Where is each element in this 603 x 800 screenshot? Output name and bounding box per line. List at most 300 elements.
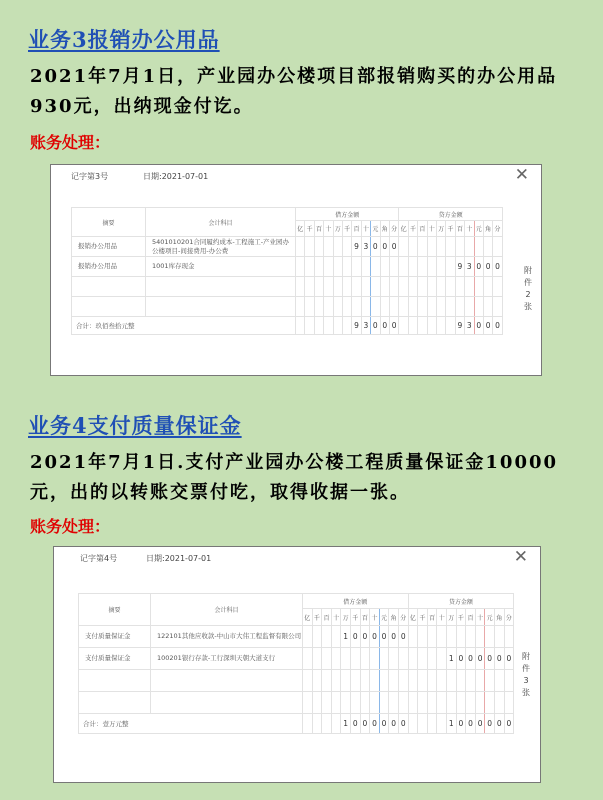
digit-unit-header: 万 [447,609,457,626]
amount-digit [341,648,351,670]
amount-digit: 0 [494,714,504,734]
attachment-count [522,265,534,313]
amount-digit [342,257,351,277]
amount-digit [437,626,447,648]
amount-digit [466,692,476,714]
digit-unit-header: 十 [331,609,341,626]
amount-digit [350,648,360,670]
digit-unit-header: 千 [446,221,455,237]
digit-unit-header: 万 [341,609,351,626]
digit-unit-header: 亿 [408,609,418,626]
amount-digit [350,670,360,692]
amount-digit [465,277,474,297]
amount-digit [322,670,332,692]
digit-unit-header: 角 [380,221,389,237]
amount-digit: 0 [494,648,504,670]
amount-digit [427,714,437,734]
amount-digit [456,626,466,648]
digit-unit-header: 百 [466,609,476,626]
accounting-label: 账务处理： [30,133,111,152]
section-description: 2021年7月1日，产业园办公楼项目部报销购买的办公用品930元，出纳现金付讫。 [30,66,558,117]
digit-unit-header: 亿 [303,609,313,626]
digit-unit-header: 角 [494,609,504,626]
digit-unit-header: 十 [324,221,333,237]
amount-digit [361,277,370,297]
amount-digit [437,648,447,670]
amount-digit [303,714,313,734]
amount-digit: 0 [474,317,483,335]
amount-digit: 0 [380,317,389,335]
amount-digit [314,257,323,277]
credit-header: 贷方金额 [399,208,502,221]
voucher-panel [50,164,542,376]
amount-digit [389,692,399,714]
amount-digit [342,297,351,317]
amount-digit [342,237,351,257]
amount-digit [360,670,370,692]
amount-digit [483,297,492,317]
amount-digit [389,297,398,317]
attachment-char: 件 [524,278,532,287]
amount-digit [504,626,514,648]
amount-digit [408,277,417,297]
amount-digit [370,648,380,670]
amount-digit [303,692,313,714]
entry-summary: 支付质量保证金 [79,626,151,648]
amount-digit [437,714,447,734]
amount-digit: 0 [370,626,380,648]
accounting-label: 账务处理： [30,517,111,536]
amount-digit [361,297,370,317]
credit-header: 贷方金额 [408,594,514,609]
entry-account: 1001库存现金 [146,257,296,277]
amount-digit [485,692,495,714]
total-row [72,317,503,335]
amount-digit: 0 [466,714,476,734]
amount-digit: 0 [483,317,492,335]
attachment-char: 件 [522,664,530,673]
amount-digit [305,317,314,335]
digit-unit-header: 千 [408,221,417,237]
amount-digit [331,714,341,734]
digit-unit-header: 分 [493,221,502,237]
account-header: 会计科目 [146,208,296,237]
amount-digit [398,648,408,670]
amount-digit [331,692,341,714]
amount-digit [360,692,370,714]
amount-digit: 0 [485,648,495,670]
amount-digit [399,237,408,257]
amount-digit [296,297,305,317]
amount-digit [350,692,360,714]
table-row [79,626,514,648]
amount-digit [436,317,445,335]
digit-unit-header: 十 [427,221,436,237]
amount-digit: 1 [447,648,457,670]
amount-digit [312,670,322,692]
amount-digit: 3 [465,257,474,277]
section-title: 业务3报销办公用品 [28,27,220,52]
amount-digit [465,237,474,257]
amount-digit [474,237,483,257]
amount-digit [333,237,342,257]
amount-digit [361,257,370,277]
entry-account: 122101其他应收款-中山市大伟工程监督有限公司 [151,626,303,648]
amount-digit [322,692,332,714]
amount-digit [379,648,389,670]
amount-digit [474,277,483,297]
amount-digit: 0 [485,714,495,734]
amount-digit [303,648,313,670]
attachment-char: 附 [522,652,530,661]
amount-digit [447,692,457,714]
amount-digit: 0 [379,714,389,734]
entry-summary [72,277,146,297]
amount-digit [418,317,427,335]
voucher-table [78,593,514,734]
amount-digit: 1 [447,714,457,734]
debit-header: 借方金额 [296,208,399,221]
amount-digit [324,257,333,277]
amount-digit [324,277,333,297]
amount-digit: 0 [475,714,485,734]
amount-digit [483,237,492,257]
digit-unit-header: 百 [427,609,437,626]
amount-digit [436,277,445,297]
digit-unit-header: 千 [312,609,322,626]
amount-digit [436,237,445,257]
amount-digit [399,297,408,317]
attachment-char: 张 [524,302,532,311]
amount-digit [389,257,398,277]
amount-digit [408,237,417,257]
summary-header: 摘要 [72,208,146,237]
amount-digit [408,257,417,277]
amount-digit: 0 [456,714,466,734]
amount-digit: 9 [455,317,464,335]
amount-digit [312,648,322,670]
amount-digit: 0 [371,317,380,335]
amount-digit [398,670,408,692]
amount-digit [322,626,332,648]
amount-digit [427,648,437,670]
amount-digit: 3 [361,237,370,257]
amount-digit [360,648,370,670]
amount-digit [380,297,389,317]
digit-unit-header: 分 [504,609,514,626]
amount-digit [446,237,455,257]
amount-digit [303,626,313,648]
amount-digit [494,692,504,714]
digit-unit-header: 角 [483,221,492,237]
amount-digit [465,297,474,317]
close-icon[interactable]: ✕ [513,547,528,567]
amount-digit [504,670,514,692]
amount-digit [418,670,428,692]
amount-digit [418,257,427,277]
table-row [72,237,503,257]
amount-digit [427,317,436,335]
amount-digit [475,670,485,692]
amount-digit [436,257,445,277]
amount-digit: 0 [398,626,408,648]
digit-unit-header: 亿 [296,221,305,237]
summary-header: 摘要 [79,594,151,626]
amount-digit [380,277,389,297]
amount-digit [418,297,427,317]
attachment-char: 2 [525,290,531,299]
total-label: 合计：壹万元整 [79,714,303,734]
digit-unit-header: 千 [350,609,360,626]
amount-digit [333,277,342,297]
digit-unit-header: 十 [361,221,370,237]
amount-digit [314,317,323,335]
amount-digit: 1 [341,714,351,734]
amount-digit [456,692,466,714]
voucher-date: 日期:2021-07-01 [143,172,209,181]
amount-digit [371,277,380,297]
amount-digit [324,317,333,335]
entry-summary: 报销办公用品 [72,237,146,257]
account-header: 会计科目 [151,594,303,626]
digit-unit-header: 元 [474,221,483,237]
amount-digit [418,714,428,734]
amount-digit: 3 [465,317,474,335]
amount-digit [446,317,455,335]
table-row [79,648,514,670]
amount-digit [427,257,436,277]
amount-digit [380,257,389,277]
amount-digit: 3 [361,317,370,335]
amount-digit: 9 [352,237,361,257]
amount-digit [331,670,341,692]
amount-digit: 0 [389,626,399,648]
amount-digit: 0 [504,714,514,734]
digit-unit-header: 分 [398,609,408,626]
amount-digit [475,626,485,648]
entry-summary: 报销办公用品 [72,257,146,277]
voucher-panel [53,546,541,783]
amount-digit: 0 [475,648,485,670]
debit-header: 借方金额 [303,594,409,609]
amount-digit [455,237,464,257]
amount-digit [437,692,447,714]
amount-digit [296,277,305,297]
digit-unit-header: 十 [437,609,447,626]
amount-digit [427,692,437,714]
amount-digit [389,277,398,297]
digit-unit-header: 百 [455,221,464,237]
amount-digit [418,277,427,297]
amount-digit [312,714,322,734]
amount-digit [305,257,314,277]
amount-digit [447,626,457,648]
amount-digit: 0 [493,317,502,335]
amount-digit [427,237,436,257]
amount-digit [504,692,514,714]
amount-digit: 0 [371,237,380,257]
amount-digit [389,648,399,670]
amount-digit: 0 [493,257,502,277]
amount-digit: 0 [350,626,360,648]
amount-digit [456,670,466,692]
amount-digit [296,237,305,257]
amount-digit [494,670,504,692]
digit-unit-header: 分 [389,221,398,237]
table-row [79,670,514,692]
entry-account [151,692,303,714]
amount-digit [475,692,485,714]
amount-digit: 0 [456,648,466,670]
amount-digit [371,257,380,277]
amount-digit [333,317,342,335]
entry-summary: 支付质量保证金 [79,648,151,670]
amount-digit [370,670,380,692]
amount-digit [314,277,323,297]
amount-digit [322,714,332,734]
amount-digit [331,648,341,670]
amount-digit: 0 [360,626,370,648]
amount-digit [408,317,417,335]
amount-digit [398,692,408,714]
amount-digit [493,277,502,297]
digit-unit-header: 千 [418,609,428,626]
amount-digit [352,297,361,317]
amount-digit [485,626,495,648]
amount-digit: 0 [380,237,389,257]
amount-digit [493,237,502,257]
amount-digit [331,626,341,648]
amount-digit [399,277,408,297]
table-row [72,277,503,297]
amount-digit [408,648,418,670]
amount-digit [483,277,492,297]
digit-unit-header: 万 [333,221,342,237]
total-row [79,714,514,734]
amount-digit: 0 [370,714,380,734]
table-row [72,257,503,277]
digit-unit-header: 千 [305,221,314,237]
digit-unit-header: 角 [389,609,399,626]
amount-digit: 9 [455,257,464,277]
amount-digit: 0 [483,257,492,277]
amount-digit [408,692,418,714]
amount-digit [379,670,389,692]
amount-digit [312,692,322,714]
amount-digit [305,297,314,317]
amount-digit: 0 [379,626,389,648]
digit-unit-header: 千 [456,609,466,626]
amount-digit [352,257,361,277]
entry-summary [72,297,146,317]
amount-digit [303,670,313,692]
amount-digit: 0 [466,648,476,670]
amount-digit [314,237,323,257]
amount-digit [485,670,495,692]
entry-summary [79,670,151,692]
amount-digit [455,297,464,317]
amount-digit [305,277,314,297]
digit-unit-header: 十 [370,609,380,626]
amount-digit: 0 [389,714,399,734]
amount-digit [493,297,502,317]
amount-digit: 0 [350,714,360,734]
amount-digit [324,237,333,257]
amount-digit [427,297,436,317]
amount-digit [418,648,428,670]
amount-digit [446,277,455,297]
entry-summary [79,692,151,714]
amount-digit [427,277,436,297]
voucher-number: 记字第3号 [71,172,109,181]
digit-unit-header: 百 [322,609,332,626]
amount-digit [436,297,445,317]
digit-unit-header: 元 [371,221,380,237]
entry-account [151,670,303,692]
amount-digit [324,297,333,317]
amount-digit [379,692,389,714]
attachment-char: 3 [523,676,529,685]
amount-digit [494,626,504,648]
digit-unit-header: 百 [352,221,361,237]
amount-digit [427,670,437,692]
amount-digit [371,297,380,317]
amount-digit [408,714,418,734]
amount-digit [305,237,314,257]
attachment-count [520,651,532,699]
amount-digit [418,237,427,257]
amount-digit: 0 [389,237,398,257]
amount-digit [408,626,418,648]
digit-unit-header: 百 [314,221,323,237]
amount-digit [455,277,464,297]
table-row [79,692,514,714]
amount-digit [296,257,305,277]
amount-digit [312,626,322,648]
amount-digit [474,297,483,317]
amount-digit [333,257,342,277]
attachment-char: 附 [524,266,532,275]
amount-digit [466,670,476,692]
amount-digit [399,317,408,335]
voucher-number: 记字第4号 [80,554,118,563]
amount-digit [399,257,408,277]
amount-digit [341,692,351,714]
amount-digit: 9 [352,317,361,335]
amount-digit [389,670,399,692]
amount-digit [418,626,428,648]
close-icon[interactable]: ✕ [514,165,529,185]
amount-digit [370,692,380,714]
amount-digit: 0 [389,317,398,335]
amount-digit [341,670,351,692]
section-title: 业务4支付质量保证金 [28,413,242,438]
entry-account [146,297,296,317]
digit-unit-header: 千 [342,221,351,237]
digit-unit-header: 十 [465,221,474,237]
amount-digit [408,670,418,692]
attachment-char: 张 [522,688,530,697]
entry-account: 5401010201合同履约成本-工程施工-产业园办公楼项目-间接费用-办公费 [146,237,296,257]
amount-digit [418,692,428,714]
table-row [72,297,503,317]
amount-digit [342,277,351,297]
amount-digit [437,670,447,692]
amount-digit [446,297,455,317]
digit-unit-header: 万 [436,221,445,237]
voucher-date: 日期:2021-07-01 [146,554,212,563]
digit-unit-header: 元 [379,609,389,626]
